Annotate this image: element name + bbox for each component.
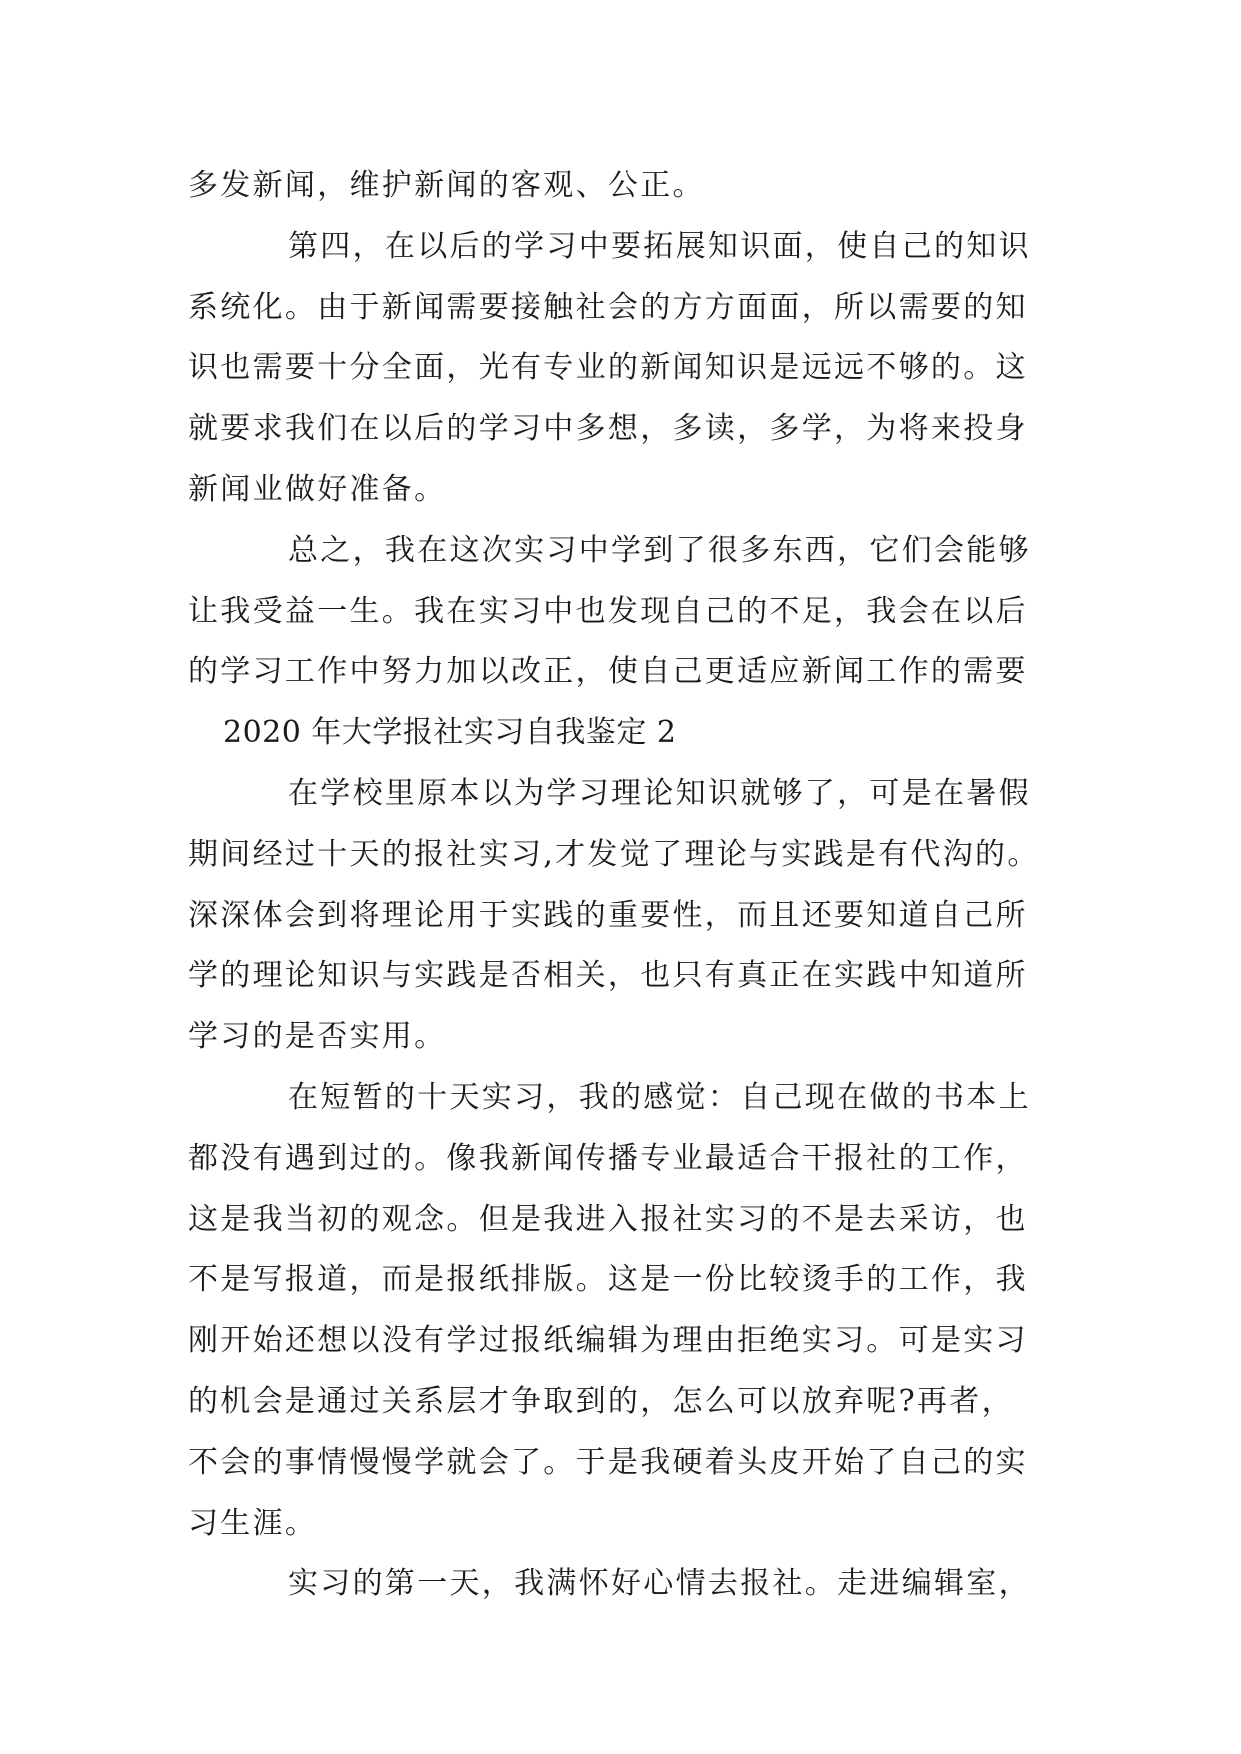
document-body — [188, 156, 1054, 1615]
text-line: 这是我当初的观念。但是我进入报社实习的不是去采访，也 — [188, 1201, 1028, 1237]
text-line: 多发新闻，维护新闻的客观、公正。 — [188, 168, 705, 203]
text-line: 的学习工作中努力加以改正，使自己更适应新闻工作的需要 — [188, 654, 1028, 690]
text-line: 识也需要十分全面，光有专业的新闻知识是远远不够的。这 — [188, 350, 1028, 386]
text-line: 让我受益一生。我在实习中也发现自己的不足，我会在以后 — [188, 593, 1028, 629]
paragraph-start-line: 在学校里原本以为学习理论知识就够了，可是在暑假 — [288, 775, 1031, 811]
text-line: 系统化。由于新闻需要接触社会的方方面面，所以需要的知 — [188, 289, 1028, 325]
text-line: 习生涯。 — [188, 1505, 318, 1541]
text-line: 深深体会到将理论用于实践的重要性，而且还要知道自己所 — [188, 897, 1028, 933]
paragraph-start-line: 总之，我在这次实习中学到了很多东西，它们会能够 — [288, 532, 1031, 568]
text-line: 的机会是通过关系层才争取到的，怎么可以放弃呢?再者， — [188, 1383, 1014, 1419]
text-line: 期间经过十天的报社实习,才发觉了理论与实践是有代沟的。 — [188, 836, 1040, 872]
paragraph-start-line: 在短暂的十天实习，我的感觉：自己现在做的书本上 — [288, 1079, 1031, 1115]
paragraph-start-line: 实习的第一天，我满怀好心情去报社。走进编辑室， — [288, 1566, 1031, 1602]
text-line: 学习的是否实用。 — [188, 1019, 447, 1055]
text-line: 都没有遇到过的。像我新闻传播专业最适合干报社的工作， — [188, 1140, 1028, 1176]
text-line: 不会的事情慢慢学就会了。于是我硬着头皮开始了自己的实 — [188, 1444, 1028, 1480]
text-line: 就要求我们在以后的学习中多想，多读，多学，为将来投身 — [188, 411, 1028, 447]
text-line: 学的理论知识与实践是否相关，也只有真正在实践中知道所 — [188, 958, 1028, 994]
text-line: 不是写报道，而是报纸排版。这是一份比较烫手的工作，我 — [188, 1262, 1028, 1298]
paragraph-start-line: 第四，在以后的学习中要拓展知识面，使自己的知识 — [288, 228, 1031, 264]
text-line: 刚开始还想以没有学过报纸编辑为理由拒绝实习。可是实习 — [188, 1323, 1028, 1359]
text-line: 新闻业做好准备。 — [188, 471, 447, 507]
section-heading: 2020 年大学报社实习自我鉴定 2 — [223, 715, 677, 751]
